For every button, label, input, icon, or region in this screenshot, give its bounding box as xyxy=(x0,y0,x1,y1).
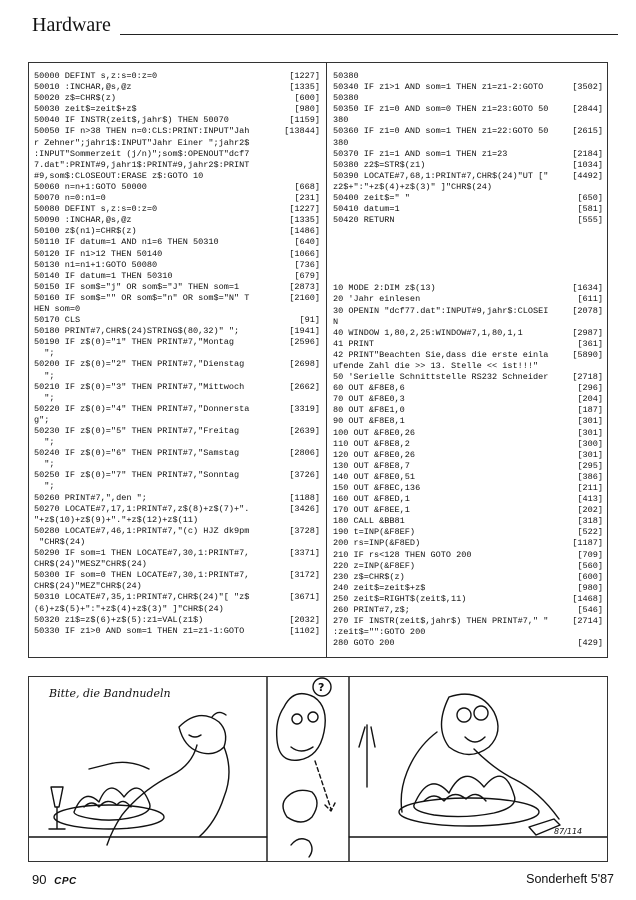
checksum: [3319] xyxy=(289,403,320,414)
code-line xyxy=(333,171,603,182)
listing-column-right xyxy=(333,71,603,649)
code-text: CHR$(24)"MESZ"CHR$(24) xyxy=(34,559,147,570)
checksum: [13844] xyxy=(284,126,320,137)
code-text: 50050 IF n>38 THEN n=0:CLS:PRINT:INPUT"Jah xyxy=(34,126,250,137)
checksum: [668] xyxy=(294,181,320,192)
code-line xyxy=(333,550,603,561)
code-line xyxy=(34,93,320,104)
code-line xyxy=(333,115,603,126)
checksum: [1159] xyxy=(289,115,320,126)
checksum: [202] xyxy=(577,505,603,516)
code-line xyxy=(34,526,320,537)
code-text: CHR$(24)"MEZ"CHR$(24) xyxy=(34,581,142,592)
code-line xyxy=(34,348,320,359)
code-line xyxy=(333,483,603,494)
header-rule xyxy=(120,34,618,35)
code-line xyxy=(34,493,320,504)
code-text: 50300 IF som=0 THEN LOCATE#7,30,1:PRINT#7, xyxy=(34,570,250,581)
code-text: 50 'Serielle Schnittstelle RS232 Schneider xyxy=(333,372,549,383)
checksum: [3728] xyxy=(289,525,320,536)
code-line xyxy=(34,215,320,226)
code-line xyxy=(34,459,320,470)
code-text: 41 PRINT xyxy=(333,338,375,349)
code-text: 70 OUT &F8E0,3 xyxy=(333,394,405,405)
code-text: 250 zeit$=RIGHT$(zeit$,11) xyxy=(333,593,467,604)
checksum: [2615] xyxy=(572,126,603,137)
code-text: "; xyxy=(34,459,55,470)
code-text: 50290 IF som=1 THEN LOCATE#7,30,1:PRINT#7, xyxy=(34,548,250,559)
code-text: 190 t=INP(&F8EF) xyxy=(333,527,416,538)
code-text: 50120 IF n1>12 THEN 50140 xyxy=(34,248,163,259)
checksum: [611] xyxy=(577,294,603,305)
checksum: [679] xyxy=(294,270,320,281)
code-text: 170 OUT &F8EE,1 xyxy=(333,505,410,516)
code-line xyxy=(34,437,320,448)
code-text: 380 xyxy=(333,115,349,126)
code-text: 50170 CLS xyxy=(34,315,81,326)
checksum: [555] xyxy=(577,215,603,226)
checksum: [2184] xyxy=(572,148,603,159)
code-line xyxy=(34,326,320,337)
checksum: [2714] xyxy=(572,616,603,627)
page-number: 90 xyxy=(32,872,47,887)
checksum: [301] xyxy=(577,449,603,460)
code-text: 60 OUT &F8E8,6 xyxy=(333,383,405,394)
code-line xyxy=(34,359,320,370)
code-text: 50360 IF z1=0 AND som=1 THEN z1=22:GOTO 50 xyxy=(333,126,549,137)
listing-block-main xyxy=(333,283,603,649)
code-text: 50330 IF z1>0 AND som=1 THEN z1=z1-1:GOTO xyxy=(34,625,245,636)
code-line xyxy=(333,494,603,505)
code-line xyxy=(34,537,320,548)
code-text: 50380 xyxy=(333,93,359,104)
checksum: [522] xyxy=(577,527,603,538)
code-text: z2$+":"+z$(4)+z$(3)" ]"CHR$(24) xyxy=(333,181,492,192)
code-text: 50210 IF z$(0)="3" THEN PRINT#7,"Mittwoch xyxy=(34,381,245,392)
code-text: 280 GOTO 200 xyxy=(333,638,395,649)
checksum: [1227] xyxy=(289,204,320,215)
code-line xyxy=(34,293,320,304)
checksum: [5890] xyxy=(572,349,603,360)
code-line xyxy=(333,82,603,93)
code-line xyxy=(333,71,603,82)
code-text: (6)+z$(5)+":"+z$(4)+z$(3)" ]"CHR$(24) xyxy=(34,603,224,614)
code-line xyxy=(333,472,603,483)
checksum: [709] xyxy=(577,549,603,560)
cartoon-signature: 87/114 xyxy=(554,827,583,836)
checksum: [2987] xyxy=(572,327,603,338)
checksum: [301] xyxy=(577,427,603,438)
checksum: [3371] xyxy=(289,548,320,559)
code-text: r Zehner";jahr1$:INPUT"Jahr Einer ";jahr2$ xyxy=(34,137,250,148)
code-text: 200 rs=INP(&F8ED) xyxy=(333,538,421,549)
code-line xyxy=(34,504,320,515)
code-line xyxy=(333,561,603,572)
code-line xyxy=(333,317,603,328)
code-text: 50010 :INCHAR,@s,@z xyxy=(34,82,132,93)
code-text: "; xyxy=(34,481,55,492)
code-line xyxy=(34,226,320,237)
code-text: 50270 LOCATE#7,17,1:PRINT#7,z$(8)+z$(7)+". xyxy=(34,503,250,514)
code-text: 50200 IF z$(0)="2" THEN PRINT#7,"Dienstag xyxy=(34,359,245,370)
code-text: #9,som$:CLOSEOUT:ERASE z$:GOTO 10 xyxy=(34,170,204,181)
code-text: 160 OUT &F8ED,1 xyxy=(333,494,410,505)
code-line xyxy=(333,193,603,204)
code-text: 220 z=INP(&F8EF) xyxy=(333,560,416,571)
code-text: "; xyxy=(34,348,55,359)
code-line xyxy=(333,428,603,439)
code-line xyxy=(333,416,603,427)
checksum: [560] xyxy=(577,560,603,571)
column-divider xyxy=(326,63,327,657)
code-text: 50310 LOCATE#7,35,1:PRINT#7,CHR$(24)"[ "z$ xyxy=(34,592,250,603)
question-mark: ? xyxy=(318,681,325,694)
code-text: 50070 n=0:n1=0 xyxy=(34,193,106,204)
code-text: 7.dat":PRINT#9,jahr1$:PRINT#9,jahr2$:PRINT xyxy=(34,159,250,170)
code-line xyxy=(34,559,320,570)
checksum: [546] xyxy=(577,605,603,616)
code-line xyxy=(333,104,603,115)
code-text: N xyxy=(333,316,339,327)
code-line xyxy=(34,581,320,592)
code-line xyxy=(34,404,320,415)
code-text: 50100 z$(n1)=CHR$(z) xyxy=(34,226,137,237)
code-line xyxy=(34,481,320,492)
code-line xyxy=(333,383,603,394)
code-text: 50130 n1=n1+1:GOTO 50080 xyxy=(34,259,158,270)
code-line xyxy=(34,204,320,215)
code-text: 230 z$=CHR$(z) xyxy=(333,571,405,582)
listing-box xyxy=(28,62,608,658)
code-line xyxy=(333,627,603,638)
checksum: [2160] xyxy=(289,292,320,303)
code-text: "+z$(10)+z$(9)+"."+z$(12)+z$(11) xyxy=(34,514,199,525)
code-line xyxy=(34,249,320,260)
checksum: [187] xyxy=(577,405,603,416)
code-line xyxy=(34,626,320,637)
code-line xyxy=(333,328,603,339)
checksum: [2873] xyxy=(289,281,320,292)
code-text: ufende Zahl die >> 13. Stelle << ist!!!" xyxy=(333,360,539,371)
checksum: [429] xyxy=(577,638,603,649)
checksum: [361] xyxy=(577,338,603,349)
code-line xyxy=(333,215,603,226)
code-line xyxy=(34,104,320,115)
code-text: 50030 zeit$=zeit$+z$ xyxy=(34,104,137,115)
checksum: [1066] xyxy=(289,248,320,259)
checksum: [1634] xyxy=(572,283,603,294)
code-line xyxy=(34,193,320,204)
code-line xyxy=(333,149,603,160)
code-text: 260 PRINT#7,z$; xyxy=(333,605,410,616)
checksum: [91] xyxy=(299,315,320,326)
code-line xyxy=(333,182,603,193)
code-text: 50250 IF z$(0)="7" THEN PRINT#7,"Sonntag xyxy=(34,470,240,481)
code-text: 50390 LOCATE#7,68,1:PRINT#7,CHR$(24)"UT [" xyxy=(333,170,549,181)
code-line xyxy=(34,149,320,160)
cartoon-strip xyxy=(28,676,608,862)
checksum: [231] xyxy=(294,193,320,204)
checksum: [581] xyxy=(577,204,603,215)
code-line xyxy=(333,450,603,461)
code-text: 30 OPENIN "dcf77.dat":INPUT#9,jahr$:CLOSEI xyxy=(333,305,549,316)
checksum: [3502] xyxy=(572,82,603,93)
code-line xyxy=(333,583,603,594)
code-line xyxy=(333,361,603,372)
brand-logo: CPC xyxy=(54,876,77,887)
code-line xyxy=(333,306,603,317)
code-text: 42 PRINT"Beachten Sie,dass die erste einla xyxy=(333,349,549,360)
code-text: 50190 IF z$(0)="1" THEN PRINT#7,"Montag xyxy=(34,337,235,348)
code-text: 240 zeit$=zeit$+z$ xyxy=(333,582,426,593)
checksum: [4492] xyxy=(572,170,603,181)
code-text: 50350 IF z1=0 AND som=0 THEN z1=23:GOTO 50 xyxy=(333,104,549,115)
code-text: 80 OUT &F8E1,0 xyxy=(333,405,405,416)
code-line xyxy=(34,337,320,348)
code-line xyxy=(34,282,320,293)
code-text: 180 CALL &BB81 xyxy=(333,516,405,527)
code-text: 50150 IF som$="j" OR som$="J" THEN som=1 xyxy=(34,281,240,292)
code-line xyxy=(34,271,320,282)
code-text: 40 WINDOW 1,80,2,25:WINDOW#7,1,80,1,1 xyxy=(333,327,523,338)
footer-left xyxy=(32,872,77,887)
checksum: [2639] xyxy=(289,426,320,436)
checksum: [318] xyxy=(577,516,603,527)
code-line xyxy=(34,237,320,248)
code-line xyxy=(333,204,603,215)
code-text: "CHR$(24) xyxy=(34,536,86,547)
checksum: [980] xyxy=(577,582,603,593)
issue-label: Sonderheft 5'87 xyxy=(526,872,614,886)
code-text: g"; xyxy=(34,414,50,425)
code-line xyxy=(333,594,603,605)
checksum: [1187] xyxy=(572,538,603,549)
code-line xyxy=(34,171,320,182)
code-line xyxy=(333,461,603,472)
code-line xyxy=(333,605,603,616)
code-text: 50080 DEFINT s,z:s=0:z=0 xyxy=(34,204,158,215)
checksum: [1486] xyxy=(289,226,320,237)
code-line xyxy=(333,339,603,350)
code-text: 50060 n=n+1:GOTO 50000 xyxy=(34,181,147,192)
code-line xyxy=(333,572,603,583)
checksum: [2662] xyxy=(289,381,320,392)
code-text: 50020 z$=CHR$(z) xyxy=(34,93,117,104)
code-text: 50320 z1$=z$(6)+z$(5):z1=VAL(z1$) xyxy=(34,614,204,625)
code-text: 50220 IF z$(0)="4" THEN PRINT#7,"Donnersta xyxy=(34,403,250,414)
code-text: 140 OUT &F8E0,51 xyxy=(333,471,416,482)
code-text: 50180 PRINT#7,CHR$(24)STRING$(80,32)" "; xyxy=(34,326,240,337)
checksum: [1468] xyxy=(572,593,603,604)
checksum: [2596] xyxy=(289,337,320,348)
code-text: 50420 RETURN xyxy=(333,215,395,226)
code-text: 150 OUT &F8EC,136 xyxy=(333,483,421,493)
section-title: Hardware xyxy=(32,14,111,36)
code-text: 90 OUT &F8E8,1 xyxy=(333,416,405,427)
code-text: 50370 IF z1=1 AND som=1 THEN z1=23 xyxy=(333,148,508,159)
code-line xyxy=(333,505,603,516)
code-text: 50040 IF INSTR(zeit$,jahr$) THEN 50070 xyxy=(34,115,229,126)
code-text: 50340 IF z1>1 AND som=1 THEN z1=z1-2:GOTO xyxy=(333,82,544,93)
code-line xyxy=(333,372,603,383)
code-line xyxy=(34,138,320,149)
code-text: 100 OUT &F8E0,26 xyxy=(333,427,416,438)
code-line xyxy=(34,615,320,626)
code-text: 50230 IF z$(0)="5" THEN PRINT#7,"Freitag xyxy=(34,426,240,436)
checksum: [300] xyxy=(577,438,603,449)
listing-block-subroutine xyxy=(333,71,603,226)
code-line xyxy=(34,592,320,603)
code-text: 50410 datum=1 xyxy=(333,204,400,215)
code-line xyxy=(34,260,320,271)
code-line xyxy=(34,604,320,615)
code-text: 210 IF rs<128 THEN GOTO 200 xyxy=(333,549,472,560)
cartoon-caption: Bitte, die Bandnudeln xyxy=(49,687,171,700)
code-text: 380 xyxy=(333,137,349,148)
listing-column-left xyxy=(34,71,320,637)
checksum: [204] xyxy=(577,394,603,405)
code-text: 50140 IF datum=1 THEN 50310 xyxy=(34,270,173,281)
code-line xyxy=(333,283,603,294)
code-line xyxy=(34,82,320,93)
code-text: 270 IF INSTR(zeit$,jahr$) THEN PRINT#7," " xyxy=(333,616,549,627)
checksum: [1941] xyxy=(289,326,320,337)
code-line xyxy=(333,394,603,405)
code-text: 50090 :INCHAR,@s,@z xyxy=(34,215,132,226)
checksum: [650] xyxy=(577,193,603,204)
code-text: 50240 IF z$(0)="6" THEN PRINT#7,"Samstag xyxy=(34,448,240,459)
code-text: 130 OUT &F8E8,7 xyxy=(333,460,410,471)
code-line xyxy=(333,126,603,137)
code-line xyxy=(333,138,603,149)
checksum: [1102] xyxy=(289,625,320,636)
code-line xyxy=(34,470,320,481)
code-line xyxy=(34,315,320,326)
checksum: [1188] xyxy=(289,492,320,503)
code-line xyxy=(34,115,320,126)
code-line xyxy=(333,616,603,627)
checksum: [2718] xyxy=(572,372,603,383)
cartoon-drawing xyxy=(29,677,608,862)
checksum: [3172] xyxy=(289,570,320,581)
code-line xyxy=(333,93,603,104)
checksum: [1335] xyxy=(289,82,320,93)
checksum: [640] xyxy=(294,237,320,248)
code-line xyxy=(333,294,603,305)
checksum: [2806] xyxy=(289,448,320,459)
code-text: 50000 DEFINT s,z:s=0:z=0 xyxy=(34,71,158,81)
code-line xyxy=(333,160,603,171)
code-line xyxy=(333,439,603,450)
code-text: 50380 z2$=STR$(z1) xyxy=(333,159,426,170)
checksum: [2032] xyxy=(289,614,320,625)
code-line xyxy=(34,182,320,193)
code-text: HEN som=0 xyxy=(34,303,81,314)
code-text: 20 'Jahr einlesen xyxy=(333,294,421,305)
checksum: [301] xyxy=(577,416,603,427)
code-line xyxy=(34,448,320,459)
code-line xyxy=(34,126,320,137)
code-line xyxy=(34,382,320,393)
code-line xyxy=(34,71,320,82)
code-text: 50280 LOCATE#7,46,1:PRINT#7,"(c) HJZ dk9pm xyxy=(34,525,250,536)
code-line xyxy=(333,527,603,538)
checksum: [211] xyxy=(577,483,603,493)
code-text: :INPUT"Sommerzeit (j/n)";som$:OPENOUT"dcf7 xyxy=(34,148,250,159)
code-line xyxy=(34,415,320,426)
checksum: [1227] xyxy=(289,71,320,81)
code-line xyxy=(333,350,603,361)
code-text: 10 MODE 2:DIM z$(13) xyxy=(333,283,436,294)
checksum: [2078] xyxy=(572,305,603,316)
checksum: [600] xyxy=(577,571,603,582)
code-text: 50400 zeit$=" " xyxy=(333,193,410,204)
checksum: [295] xyxy=(577,460,603,471)
code-text: 50260 PRINT#7,",den "; xyxy=(34,492,147,503)
code-line xyxy=(34,160,320,171)
code-text: 50160 IF som$="" OR som$="n" OR som$="N" T xyxy=(34,292,250,303)
checksum: [3426] xyxy=(289,503,320,514)
code-text: 50380 xyxy=(333,71,359,81)
code-line xyxy=(34,393,320,404)
checksum: [296] xyxy=(577,383,603,394)
code-text: 110 OUT &F8E8,2 xyxy=(333,438,410,449)
checksum: [736] xyxy=(294,259,320,270)
checksum: [386] xyxy=(577,471,603,482)
checksum: [1034] xyxy=(572,159,603,170)
code-text: 120 OUT &F8E0,26 xyxy=(333,449,416,460)
code-line xyxy=(34,570,320,581)
code-text: :zeit$="":GOTO 200 xyxy=(333,627,426,638)
checksum: [2844] xyxy=(572,104,603,115)
checksum: [2698] xyxy=(289,359,320,370)
checksum: [980] xyxy=(294,104,320,115)
code-line xyxy=(34,371,320,382)
code-line xyxy=(34,304,320,315)
checksum: [3726] xyxy=(289,470,320,481)
checksum: [1335] xyxy=(289,215,320,226)
code-line xyxy=(333,638,603,649)
code-text: "; xyxy=(34,437,55,448)
code-text: 50110 IF datum=1 AND n1=6 THEN 50310 xyxy=(34,237,219,248)
checksum: [413] xyxy=(577,494,603,505)
code-line xyxy=(34,515,320,526)
code-line xyxy=(333,516,603,527)
code-line xyxy=(34,548,320,559)
checksum: [600] xyxy=(294,93,320,104)
code-line xyxy=(333,538,603,549)
code-line xyxy=(333,405,603,416)
code-text: "; xyxy=(34,392,55,403)
code-line xyxy=(34,426,320,437)
checksum: [3671] xyxy=(289,592,320,603)
code-text: "; xyxy=(34,370,55,381)
